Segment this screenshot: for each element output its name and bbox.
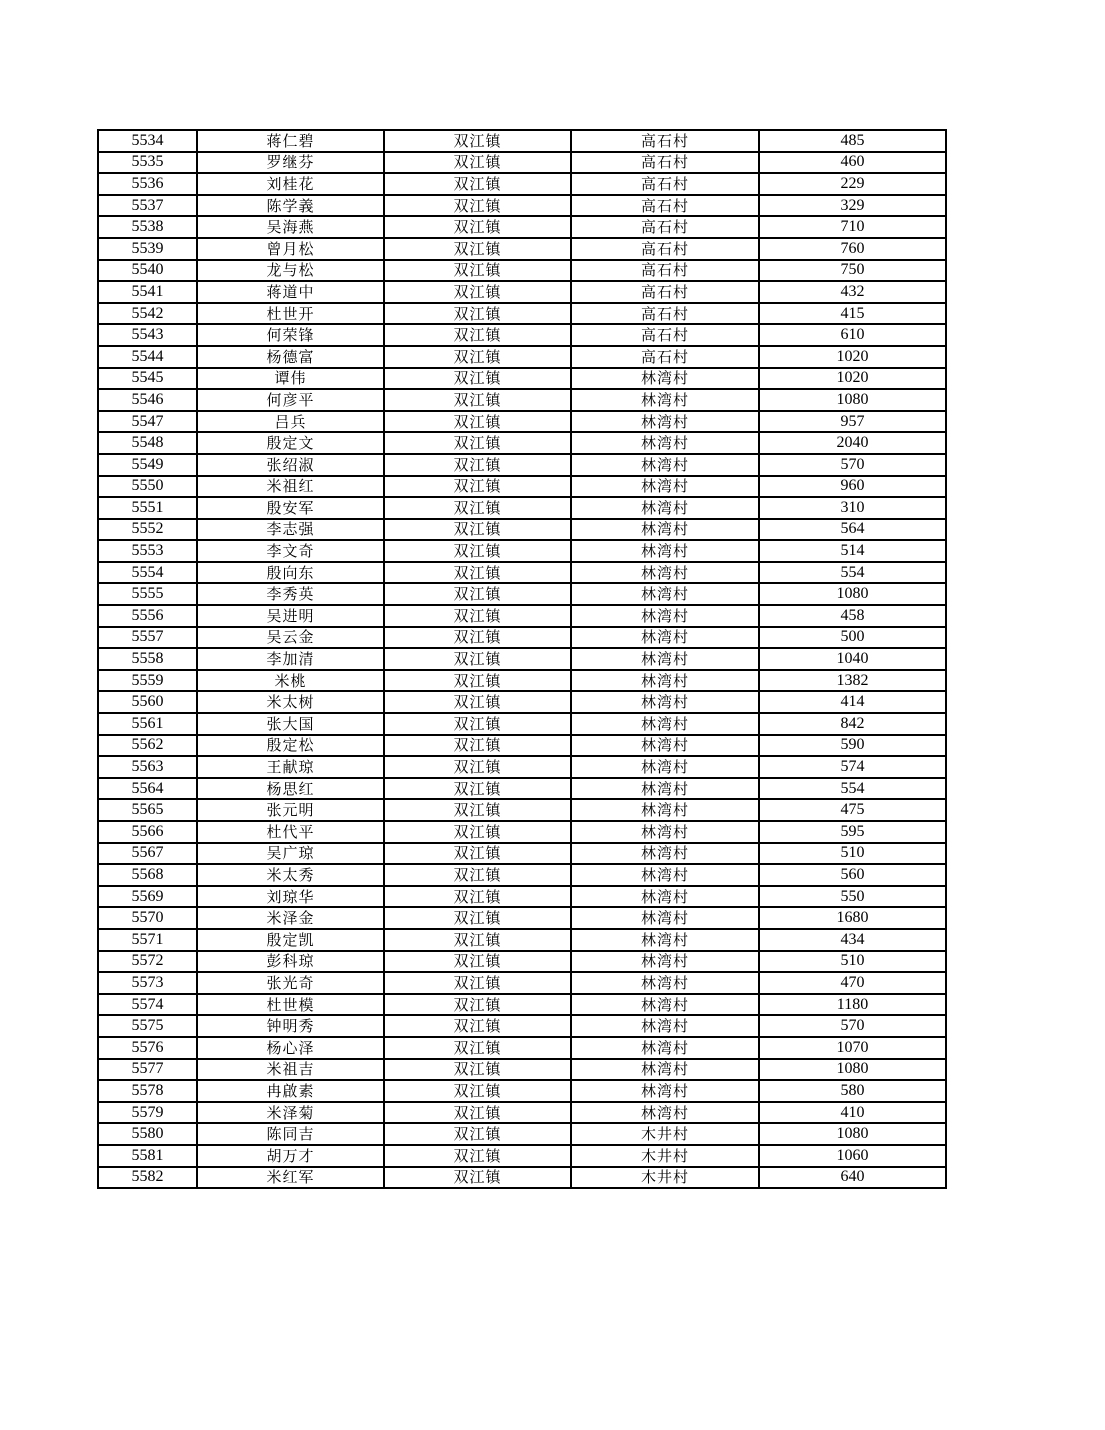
table-row <box>98 799 946 821</box>
table-row <box>98 152 946 174</box>
cell-town: 双江镇 <box>384 1080 571 1102</box>
cell-number: 5570 <box>98 907 197 929</box>
cell-amount: 580 <box>759 1080 946 1102</box>
table-row <box>98 821 946 843</box>
cell-amount: 500 <box>759 627 946 649</box>
cell-village: 木井村 <box>571 1167 759 1189</box>
cell-name: 刘桂花 <box>197 173 384 195</box>
cell-name: 钟明秀 <box>197 1015 384 1037</box>
cell-name: 杜世模 <box>197 994 384 1016</box>
cell-name: 刘琼华 <box>197 886 384 908</box>
cell-town: 双江镇 <box>384 152 571 174</box>
cell-number: 5564 <box>98 778 197 800</box>
cell-town: 双江镇 <box>384 1059 571 1081</box>
cell-number: 5571 <box>98 929 197 951</box>
cell-amount: 460 <box>759 152 946 174</box>
cell-village: 高石村 <box>571 130 759 152</box>
cell-village: 林湾村 <box>571 648 759 670</box>
table-row <box>98 1059 946 1081</box>
cell-number: 5546 <box>98 389 197 411</box>
cell-town: 双江镇 <box>384 1123 571 1145</box>
cell-amount: 550 <box>759 886 946 908</box>
cell-number: 5547 <box>98 411 197 433</box>
cell-number: 5539 <box>98 238 197 260</box>
table-row <box>98 972 946 994</box>
cell-name: 殷定松 <box>197 735 384 757</box>
cell-village: 林湾村 <box>571 994 759 1016</box>
cell-number: 5561 <box>98 713 197 735</box>
cell-name: 殷向东 <box>197 562 384 584</box>
cell-amount: 514 <box>759 540 946 562</box>
cell-number: 5563 <box>98 756 197 778</box>
cell-town: 双江镇 <box>384 929 571 951</box>
cell-amount: 1060 <box>759 1145 946 1167</box>
table-row <box>98 929 946 951</box>
cell-number: 5573 <box>98 972 197 994</box>
cell-village: 林湾村 <box>571 821 759 843</box>
cell-town: 双江镇 <box>384 843 571 865</box>
cell-name: 杨德富 <box>197 346 384 368</box>
cell-village: 林湾村 <box>571 605 759 627</box>
cell-name: 李秀英 <box>197 583 384 605</box>
cell-town: 双江镇 <box>384 994 571 1016</box>
table-row <box>98 303 946 325</box>
cell-number: 5582 <box>98 1167 197 1189</box>
cell-number: 5543 <box>98 324 197 346</box>
cell-village: 高石村 <box>571 216 759 238</box>
cell-village: 高石村 <box>571 195 759 217</box>
cell-name: 米祖吉 <box>197 1059 384 1081</box>
cell-town: 双江镇 <box>384 324 571 346</box>
table-row <box>98 1015 946 1037</box>
cell-village: 木井村 <box>571 1123 759 1145</box>
table-row <box>98 778 946 800</box>
cell-amount: 595 <box>759 821 946 843</box>
table-row <box>98 1037 946 1059</box>
cell-amount: 470 <box>759 972 946 994</box>
cell-name: 吴云金 <box>197 627 384 649</box>
table-row <box>98 1145 946 1167</box>
cell-amount: 485 <box>759 130 946 152</box>
cell-town: 双江镇 <box>384 432 571 454</box>
cell-town: 双江镇 <box>384 605 571 627</box>
table-row <box>98 713 946 735</box>
cell-name: 张元明 <box>197 799 384 821</box>
cell-town: 双江镇 <box>384 951 571 973</box>
cell-town: 双江镇 <box>384 713 571 735</box>
cell-village: 林湾村 <box>571 864 759 886</box>
cell-village: 高石村 <box>571 303 759 325</box>
cell-number: 5558 <box>98 648 197 670</box>
table-row <box>98 843 946 865</box>
cell-number: 5578 <box>98 1080 197 1102</box>
cell-amount: 1040 <box>759 648 946 670</box>
cell-amount: 432 <box>759 281 946 303</box>
table-row <box>98 907 946 929</box>
cell-number: 5559 <box>98 670 197 692</box>
cell-amount: 750 <box>759 260 946 282</box>
cell-number: 5567 <box>98 843 197 865</box>
cell-number: 5577 <box>98 1059 197 1081</box>
cell-amount: 1070 <box>759 1037 946 1059</box>
cell-town: 双江镇 <box>384 562 571 584</box>
cell-village: 林湾村 <box>571 562 759 584</box>
cell-number: 5566 <box>98 821 197 843</box>
cell-number: 5572 <box>98 951 197 973</box>
cell-name: 米桃 <box>197 670 384 692</box>
table-row <box>98 756 946 778</box>
cell-village: 高石村 <box>571 346 759 368</box>
cell-village: 林湾村 <box>571 735 759 757</box>
cell-name: 米太树 <box>197 691 384 713</box>
cell-amount: 458 <box>759 605 946 627</box>
cell-town: 双江镇 <box>384 519 571 541</box>
cell-amount: 229 <box>759 173 946 195</box>
table-body <box>98 130 946 1188</box>
table-row <box>98 130 946 152</box>
cell-amount: 1080 <box>759 1123 946 1145</box>
cell-name: 陈同吉 <box>197 1123 384 1145</box>
cell-amount: 475 <box>759 799 946 821</box>
cell-village: 林湾村 <box>571 907 759 929</box>
cell-town: 双江镇 <box>384 1102 571 1124</box>
table-row <box>98 497 946 519</box>
cell-name: 米红军 <box>197 1167 384 1189</box>
records-table <box>97 129 947 1189</box>
cell-town: 双江镇 <box>384 303 571 325</box>
cell-town: 双江镇 <box>384 907 571 929</box>
cell-amount: 310 <box>759 497 946 519</box>
cell-village: 林湾村 <box>571 843 759 865</box>
cell-number: 5553 <box>98 540 197 562</box>
cell-name: 殷定文 <box>197 432 384 454</box>
cell-village: 木井村 <box>571 1145 759 1167</box>
cell-amount: 2040 <box>759 432 946 454</box>
cell-town: 双江镇 <box>384 778 571 800</box>
cell-town: 双江镇 <box>384 648 571 670</box>
cell-name: 李志强 <box>197 519 384 541</box>
cell-village: 林湾村 <box>571 476 759 498</box>
cell-number: 5551 <box>98 497 197 519</box>
cell-number: 5550 <box>98 476 197 498</box>
cell-town: 双江镇 <box>384 886 571 908</box>
table-row <box>98 432 946 454</box>
cell-town: 双江镇 <box>384 1167 571 1189</box>
cell-amount: 960 <box>759 476 946 498</box>
cell-village: 林湾村 <box>571 1015 759 1037</box>
cell-number: 5562 <box>98 735 197 757</box>
cell-name: 杜世开 <box>197 303 384 325</box>
cell-village: 林湾村 <box>571 583 759 605</box>
cell-name: 殷定凯 <box>197 929 384 951</box>
table-row <box>98 951 946 973</box>
table-row <box>98 411 946 433</box>
table-row <box>98 562 946 584</box>
table-row <box>98 735 946 757</box>
cell-village: 林湾村 <box>571 1102 759 1124</box>
cell-town: 双江镇 <box>384 583 571 605</box>
cell-village: 林湾村 <box>571 454 759 476</box>
cell-village: 林湾村 <box>571 1080 759 1102</box>
cell-town: 双江镇 <box>384 1037 571 1059</box>
table-row <box>98 540 946 562</box>
cell-village: 林湾村 <box>571 778 759 800</box>
table-row <box>98 627 946 649</box>
cell-town: 双江镇 <box>384 497 571 519</box>
cell-name: 吕兵 <box>197 411 384 433</box>
cell-village: 林湾村 <box>571 432 759 454</box>
cell-town: 双江镇 <box>384 476 571 498</box>
cell-number: 5580 <box>98 1123 197 1145</box>
cell-amount: 1180 <box>759 994 946 1016</box>
cell-village: 高石村 <box>571 260 759 282</box>
table-row <box>98 691 946 713</box>
table-row <box>98 260 946 282</box>
cell-village: 林湾村 <box>571 951 759 973</box>
cell-town: 双江镇 <box>384 173 571 195</box>
cell-amount: 510 <box>759 843 946 865</box>
table-row <box>98 324 946 346</box>
cell-amount: 610 <box>759 324 946 346</box>
cell-village: 林湾村 <box>571 389 759 411</box>
table-row <box>98 648 946 670</box>
table-row <box>98 886 946 908</box>
cell-amount: 560 <box>759 864 946 886</box>
cell-town: 双江镇 <box>384 799 571 821</box>
table-row <box>98 994 946 1016</box>
cell-name: 龙与松 <box>197 260 384 282</box>
cell-amount: 640 <box>759 1167 946 1189</box>
cell-number: 5579 <box>98 1102 197 1124</box>
cell-village: 林湾村 <box>571 886 759 908</box>
cell-name: 蒋道中 <box>197 281 384 303</box>
cell-village: 高石村 <box>571 324 759 346</box>
table-row <box>98 195 946 217</box>
cell-number: 5534 <box>98 130 197 152</box>
cell-town: 双江镇 <box>384 972 571 994</box>
cell-amount: 1080 <box>759 1059 946 1081</box>
table-row <box>98 583 946 605</box>
cell-number: 5552 <box>98 519 197 541</box>
cell-number: 5569 <box>98 886 197 908</box>
table-row <box>98 281 946 303</box>
cell-village: 林湾村 <box>571 411 759 433</box>
cell-village: 林湾村 <box>571 691 759 713</box>
cell-amount: 1020 <box>759 368 946 390</box>
cell-town: 双江镇 <box>384 454 571 476</box>
cell-town: 双江镇 <box>384 216 571 238</box>
cell-amount: 1020 <box>759 346 946 368</box>
cell-name: 冉啟素 <box>197 1080 384 1102</box>
cell-name: 李文奇 <box>197 540 384 562</box>
cell-amount: 957 <box>759 411 946 433</box>
cell-name: 张大国 <box>197 713 384 735</box>
cell-amount: 710 <box>759 216 946 238</box>
cell-village: 林湾村 <box>571 972 759 994</box>
cell-town: 双江镇 <box>384 735 571 757</box>
cell-name: 曾月松 <box>197 238 384 260</box>
cell-amount: 434 <box>759 929 946 951</box>
cell-number: 5554 <box>98 562 197 584</box>
cell-village: 林湾村 <box>571 1037 759 1059</box>
cell-amount: 842 <box>759 713 946 735</box>
cell-town: 双江镇 <box>384 756 571 778</box>
cell-village: 高石村 <box>571 173 759 195</box>
cell-village: 林湾村 <box>571 519 759 541</box>
cell-number: 5538 <box>98 216 197 238</box>
cell-town: 双江镇 <box>384 346 571 368</box>
cell-amount: 1080 <box>759 583 946 605</box>
cell-village: 林湾村 <box>571 497 759 519</box>
cell-name: 何彦平 <box>197 389 384 411</box>
cell-number: 5568 <box>98 864 197 886</box>
cell-name: 吴进明 <box>197 605 384 627</box>
table-row <box>98 238 946 260</box>
cell-town: 双江镇 <box>384 238 571 260</box>
cell-village: 林湾村 <box>571 540 759 562</box>
cell-village: 林湾村 <box>571 368 759 390</box>
cell-number: 5548 <box>98 432 197 454</box>
table-row <box>98 1167 946 1189</box>
cell-number: 5544 <box>98 346 197 368</box>
cell-town: 双江镇 <box>384 1015 571 1037</box>
cell-village: 林湾村 <box>571 799 759 821</box>
cell-name: 蒋仁碧 <box>197 130 384 152</box>
cell-village: 林湾村 <box>571 929 759 951</box>
cell-amount: 590 <box>759 735 946 757</box>
cell-number: 5574 <box>98 994 197 1016</box>
cell-village: 林湾村 <box>571 713 759 735</box>
table-row <box>98 173 946 195</box>
cell-number: 5576 <box>98 1037 197 1059</box>
cell-name: 何荣锋 <box>197 324 384 346</box>
table-row <box>98 368 946 390</box>
cell-name: 殷安军 <box>197 497 384 519</box>
cell-town: 双江镇 <box>384 195 571 217</box>
cell-name: 米泽金 <box>197 907 384 929</box>
cell-number: 5557 <box>98 627 197 649</box>
cell-name: 胡万才 <box>197 1145 384 1167</box>
cell-number: 5537 <box>98 195 197 217</box>
cell-name: 张绍淑 <box>197 454 384 476</box>
table-row <box>98 864 946 886</box>
cell-village: 高石村 <box>571 152 759 174</box>
cell-amount: 760 <box>759 238 946 260</box>
cell-amount: 1382 <box>759 670 946 692</box>
cell-amount: 415 <box>759 303 946 325</box>
cell-amount: 564 <box>759 519 946 541</box>
cell-amount: 570 <box>759 1015 946 1037</box>
cell-number: 5536 <box>98 173 197 195</box>
cell-amount: 574 <box>759 756 946 778</box>
cell-name: 米泽菊 <box>197 1102 384 1124</box>
cell-town: 双江镇 <box>384 670 571 692</box>
cell-name: 杨心泽 <box>197 1037 384 1059</box>
cell-number: 5545 <box>98 368 197 390</box>
cell-amount: 510 <box>759 951 946 973</box>
cell-name: 彭科琼 <box>197 951 384 973</box>
cell-number: 5565 <box>98 799 197 821</box>
table-row <box>98 1080 946 1102</box>
cell-village: 高石村 <box>571 238 759 260</box>
cell-name: 罗继芬 <box>197 152 384 174</box>
cell-town: 双江镇 <box>384 627 571 649</box>
cell-town: 双江镇 <box>384 281 571 303</box>
cell-amount: 570 <box>759 454 946 476</box>
cell-name: 谭伟 <box>197 368 384 390</box>
cell-amount: 554 <box>759 778 946 800</box>
cell-name: 米祖红 <box>197 476 384 498</box>
cell-town: 双江镇 <box>384 691 571 713</box>
cell-amount: 414 <box>759 691 946 713</box>
table-row <box>98 389 946 411</box>
table-row <box>98 1102 946 1124</box>
cell-number: 5540 <box>98 260 197 282</box>
table-row <box>98 1123 946 1145</box>
cell-town: 双江镇 <box>384 821 571 843</box>
cell-town: 双江镇 <box>384 130 571 152</box>
table-row <box>98 670 946 692</box>
cell-number: 5549 <box>98 454 197 476</box>
table-row <box>98 454 946 476</box>
cell-town: 双江镇 <box>384 368 571 390</box>
cell-town: 双江镇 <box>384 1145 571 1167</box>
cell-town: 双江镇 <box>384 411 571 433</box>
table-row <box>98 476 946 498</box>
cell-number: 5542 <box>98 303 197 325</box>
cell-name: 杨思红 <box>197 778 384 800</box>
cell-number: 5555 <box>98 583 197 605</box>
table-row <box>98 216 946 238</box>
cell-village: 林湾村 <box>571 1059 759 1081</box>
cell-town: 双江镇 <box>384 389 571 411</box>
cell-name: 陈学義 <box>197 195 384 217</box>
cell-number: 5556 <box>98 605 197 627</box>
cell-name: 杜代平 <box>197 821 384 843</box>
cell-village: 高石村 <box>571 281 759 303</box>
cell-number: 5575 <box>98 1015 197 1037</box>
cell-number: 5535 <box>98 152 197 174</box>
cell-name: 王献琼 <box>197 756 384 778</box>
cell-village: 林湾村 <box>571 756 759 778</box>
cell-town: 双江镇 <box>384 864 571 886</box>
table-row <box>98 519 946 541</box>
cell-number: 5541 <box>98 281 197 303</box>
cell-name: 张光奇 <box>197 972 384 994</box>
cell-amount: 1680 <box>759 907 946 929</box>
cell-town: 双江镇 <box>384 260 571 282</box>
cell-amount: 329 <box>759 195 946 217</box>
cell-amount: 1080 <box>759 389 946 411</box>
cell-name: 李加清 <box>197 648 384 670</box>
table-row <box>98 346 946 368</box>
cell-amount: 554 <box>759 562 946 584</box>
cell-name: 米太秀 <box>197 864 384 886</box>
cell-number: 5560 <box>98 691 197 713</box>
cell-town: 双江镇 <box>384 540 571 562</box>
data-sheet <box>97 129 945 1189</box>
table-row <box>98 605 946 627</box>
cell-number: 5581 <box>98 1145 197 1167</box>
cell-village: 林湾村 <box>571 627 759 649</box>
cell-amount: 410 <box>759 1102 946 1124</box>
cell-name: 吴海燕 <box>197 216 384 238</box>
cell-name: 吴广琼 <box>197 843 384 865</box>
cell-village: 林湾村 <box>571 670 759 692</box>
